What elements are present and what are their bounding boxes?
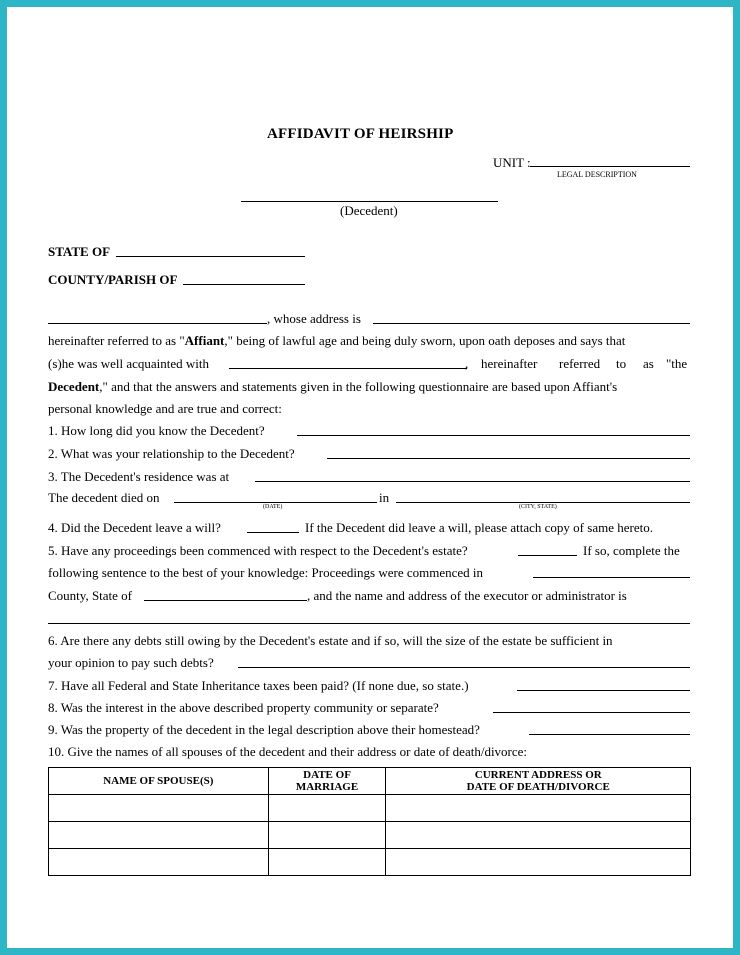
question-5-county: County, State of [48, 588, 133, 603]
executor-field[interactable] [48, 623, 690, 624]
answer-7-field[interactable] [517, 690, 690, 691]
proceedings-state-field[interactable] [144, 600, 307, 601]
para-line-3: Decedent," and that the answers and statements given in the following questionnaire are based upon Affiant's [48, 379, 618, 394]
county-label: COUNTY/PARISH OF [48, 272, 178, 287]
para-line-2-word: to [616, 356, 627, 371]
question-4-note: If the Decedent did leave a will, please attach copy of same hereto. [305, 520, 653, 535]
state-label: STATE OF [48, 244, 111, 259]
spouse-name-cell[interactable] [49, 849, 269, 876]
para-line-2-word: as [643, 356, 654, 371]
question-1: 1. How long did you know the Decedent? [48, 423, 265, 438]
question-9: 9. Was the property of the decedent in the legal description above their homestead? [48, 722, 480, 737]
date-of-death-field[interactable] [174, 502, 377, 503]
question-5: 5. Have any proceedings been commenced with respect to the Decedent's estate? [48, 543, 468, 558]
place-of-death-field[interactable] [396, 502, 690, 503]
died-on-label: The decedent died on [48, 490, 160, 505]
unit-label: UNIT : [493, 155, 531, 170]
affiant-address-field[interactable] [373, 323, 690, 324]
column-header-address: CURRENT ADDRESS OR DATE OF DEATH/DIVORCE [386, 768, 691, 795]
column-header-date: DATE OF MARRIAGE [268, 768, 386, 795]
question-4: 4. Did the Decedent leave a will? [48, 520, 221, 535]
para-line-2-comma: , [465, 356, 469, 371]
answer-6-field[interactable] [238, 667, 690, 668]
city-state-label: (CITY, STATE) [519, 504, 557, 510]
answer-9-field[interactable] [529, 734, 690, 735]
proceedings-county-field[interactable] [533, 577, 690, 578]
spouse-name-cell[interactable] [49, 822, 269, 849]
table-header-row [49, 768, 691, 795]
marriage-date-cell[interactable] [268, 822, 386, 849]
date-label: (DATE) [263, 504, 283, 510]
address-cell[interactable] [386, 822, 691, 849]
answer-2-field[interactable] [327, 458, 690, 459]
question-7: 7. Have all Federal and State Inheritance taxes been paid? (If none due, so state.) [48, 678, 469, 693]
address-text: , whose address is [267, 311, 361, 326]
address-cell[interactable] [386, 849, 691, 876]
unit-field[interactable] [530, 166, 690, 167]
para-line-2-word: "the [666, 356, 688, 371]
table-row [49, 849, 691, 876]
question-8: 8. Was the interest in the above described property community or separate? [48, 700, 439, 715]
question-5-executor: , and the name and address of the executor or administrator is [307, 588, 627, 603]
question-6: 6. Are there any debts still owing by the Decedent's estate and if so, will the size of the estate be sufficient in [48, 633, 613, 648]
answer-4-field[interactable] [247, 532, 299, 533]
affiant-name-field[interactable] [48, 323, 267, 324]
column-header-name: NAME OF SPOUSE(S) [49, 768, 269, 795]
para-line-2-word: hereinafter [481, 356, 538, 371]
para-line-4: personal knowledge and are true and correct: [48, 401, 282, 416]
spouses-table [48, 767, 691, 876]
marriage-date-cell[interactable] [268, 795, 386, 822]
table-row [49, 795, 691, 822]
spouse-name-cell[interactable] [49, 795, 269, 822]
question-5-followup: If so, complete the [583, 543, 680, 558]
address-cell[interactable] [386, 795, 691, 822]
question-2: 2. What was your relationship to the Decedent? [48, 446, 295, 461]
decedent-acquainted-field[interactable] [229, 368, 467, 369]
question-6-cont: your opinion to pay such debts? [48, 655, 214, 670]
decedent-name-field[interactable] [241, 201, 498, 202]
in-label: in [379, 490, 390, 505]
marriage-date-cell[interactable] [268, 849, 386, 876]
legal-description-label: LEGAL DESCRIPTION [557, 170, 637, 179]
document-title: AFFIDAVIT OF HEIRSHIP [267, 126, 454, 142]
table-row [49, 822, 691, 849]
decedent-label: (Decedent) [340, 203, 398, 218]
question-5-sentence: following sentence to the best of your knowledge: Proceedings were commenced in [48, 565, 484, 580]
para-line-2-word: referred [559, 356, 601, 371]
county-field[interactable] [183, 284, 305, 285]
answer-8-field[interactable] [493, 712, 690, 713]
answer-3-field[interactable] [255, 481, 690, 482]
question-10: 10. Give the names of all spouses of the decedent and their address or date of death/divorce: [48, 744, 528, 759]
document-page [7, 7, 733, 948]
state-field[interactable] [116, 256, 305, 257]
para-line-1: hereinafter referred to as "Affiant," being of lawful age and being duly sworn, upon oath deposes and says that [48, 333, 626, 348]
question-3: 3. The Decedent's residence was at [48, 469, 230, 484]
answer-1-field[interactable] [297, 435, 690, 436]
answer-5-field[interactable] [518, 555, 577, 556]
para-line-2a: (s)he was well acquainted with [48, 356, 210, 371]
